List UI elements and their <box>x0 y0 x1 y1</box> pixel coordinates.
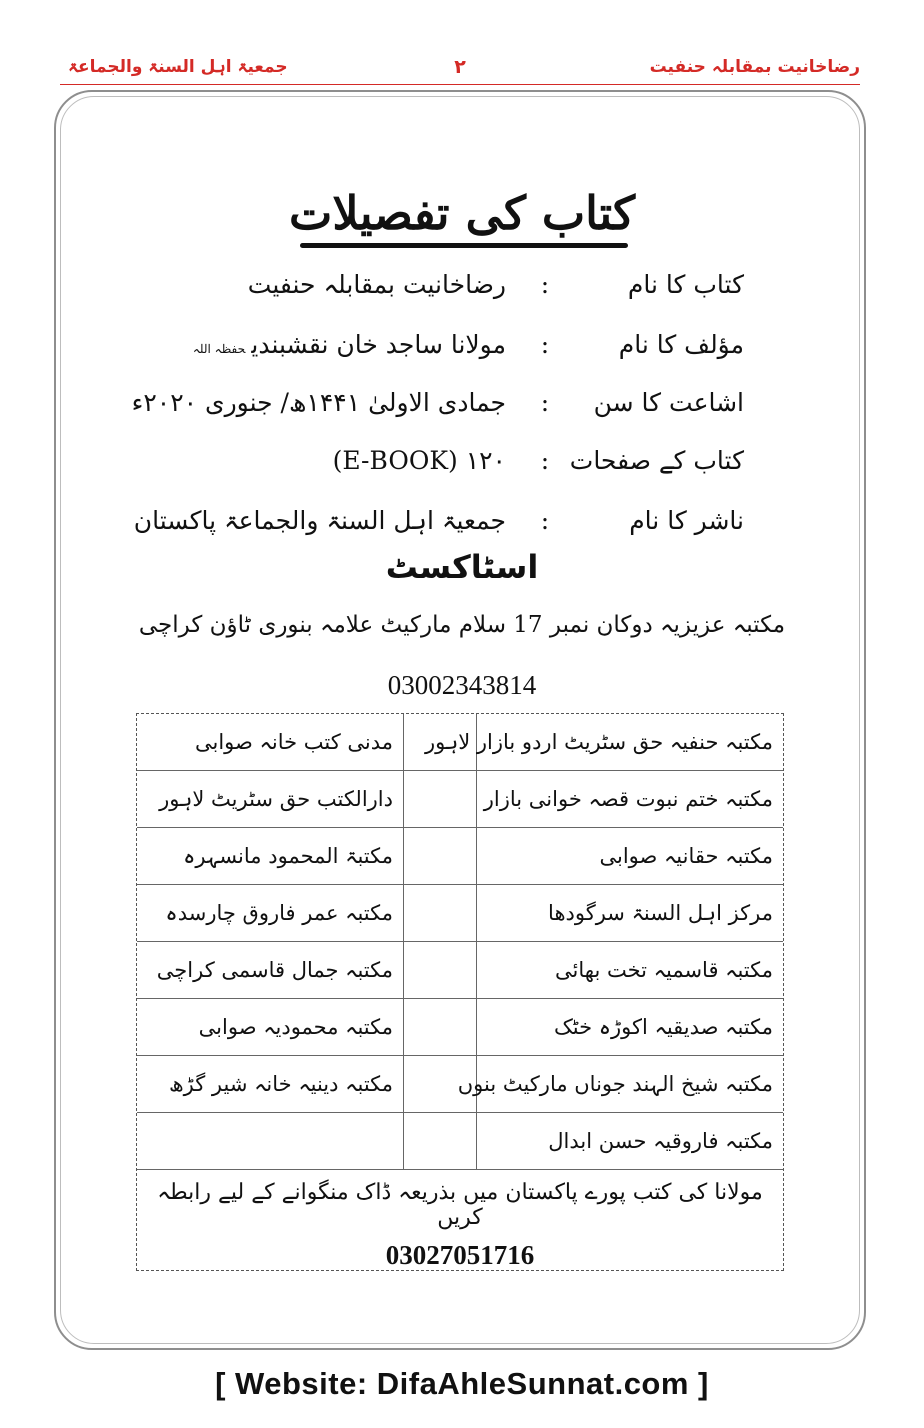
table-row <box>137 1056 783 1113</box>
book-title-header: رضاخانیت بمقابلہ حنفیت <box>649 57 860 77</box>
table-cell: دارالکتب حق سٹریٹ لاہور <box>137 771 404 828</box>
table-cell <box>137 1113 404 1170</box>
table-cell: مکتبہ محمودیہ صوابی <box>137 999 404 1056</box>
page-number: ۲ <box>454 56 466 78</box>
title-underline <box>300 243 628 248</box>
detail-colon: : <box>540 330 550 359</box>
table-cell: مکتبہ دینیہ خانہ شیر گڑھ <box>137 1056 404 1113</box>
table-cell-spacer <box>404 999 477 1056</box>
table-cell: مکتبہ شیخ الہند جوناں مارکیٹ بنوں <box>477 1056 784 1113</box>
website-footer: [ Website: DifaAhleSunnat.com ] <box>215 1366 709 1401</box>
table-row <box>137 771 783 828</box>
detail-colon: : <box>540 506 550 535</box>
table-cell-spacer <box>404 942 477 999</box>
author-name: مولانا ساجد خان نقشبندی <box>251 330 506 359</box>
table-cell: مرکز اہل السنۃ سرگودھا <box>477 885 784 942</box>
detail-colon: : <box>540 446 550 475</box>
detail-row-book-name <box>0 270 924 320</box>
stockists-grid <box>137 714 783 1170</box>
table-cell: مکتبہ قاسمیہ تخت بھائی <box>477 942 784 999</box>
table-cell-spacer <box>404 1113 477 1170</box>
main-stockist-phone: 03002343814 <box>387 670 537 700</box>
page-title: کتاب کی تفصیلات <box>289 186 635 240</box>
table-cell: مکتبہ حقانیہ صوابی <box>477 828 784 885</box>
header-rule <box>60 84 860 85</box>
stockists-table <box>136 713 784 1271</box>
mail-order-text: مولانا کی کتب پورے پاکستان میں بذریعہ ڈاک منگوانے کے لیے رابطہ کریں <box>157 1180 763 1230</box>
table-row <box>137 885 783 942</box>
detail-value: رضاخانیت بمقابلہ حنفیت <box>247 270 506 299</box>
detail-value: جمادی الاولیٰ ۱۴۴۱ھ/ جنوری ۲۰۲۰ء <box>131 388 506 417</box>
table-row <box>137 828 783 885</box>
table-row <box>137 942 783 999</box>
detail-row-author <box>0 330 924 380</box>
table-cell: مکتبہ عمر فاروق چارسدہ <box>137 885 404 942</box>
table-cell: مکتبۃ المحمود مانسہرہ <box>137 828 404 885</box>
table-cell-spacer <box>404 771 477 828</box>
table-cell: مکتبہ فاروقیہ حسن ابدال <box>477 1113 784 1170</box>
detail-label: مؤلف کا نام <box>618 330 744 359</box>
detail-value: جمعیۃ اہل السنۃ والجماعۃ پاکستان <box>133 506 506 535</box>
table-footer <box>137 1164 783 1271</box>
detail-label: کتاب کے صفحات <box>569 446 744 475</box>
main-stockist-address: مکتبہ عزیزیہ دوکان نمبر 17 سلام مارکیٹ علامہ بنوری ٹاؤن کراچی <box>138 612 786 638</box>
stockist-heading: اسٹاکسٹ <box>385 548 539 586</box>
detail-row-publication-date <box>0 388 924 438</box>
detail-row-page-count <box>0 446 924 496</box>
table-cell-spacer <box>404 885 477 942</box>
author-honorific: حفظہ اللہ <box>192 342 246 356</box>
table-row <box>137 1113 783 1170</box>
detail-colon: : <box>540 388 550 417</box>
table-cell: مکتبہ حنفیہ حق سٹریٹ اردو بازار لاہور <box>477 714 784 771</box>
detail-value: ۱۲۰ (E-BOOK) <box>332 446 506 475</box>
table-cell: مدنی کتب خانہ صوابی <box>137 714 404 771</box>
detail-label: کتاب کا نام <box>627 270 744 299</box>
table-cell-spacer <box>404 828 477 885</box>
table-row <box>137 999 783 1056</box>
table-cell: مکتبہ جمال قاسمی کراچی <box>137 942 404 999</box>
table-cell: مکتبہ صدیقیہ اکوڑہ خٹک <box>477 999 784 1056</box>
detail-colon: : <box>540 270 550 299</box>
organization-header: جمعیۃ اہل السنۃ والجماعۃ <box>68 57 288 77</box>
running-header <box>60 56 860 86</box>
table-row <box>137 714 783 771</box>
detail-label: اشاعت کا سن <box>593 388 744 417</box>
mail-order-phone: 03027051716 <box>385 1240 535 1270</box>
table-cell: مکتبہ ختم نبوت قصہ خوانی بازار <box>477 771 784 828</box>
detail-value <box>193 330 506 359</box>
detail-label: ناشر کا نام <box>629 506 744 535</box>
